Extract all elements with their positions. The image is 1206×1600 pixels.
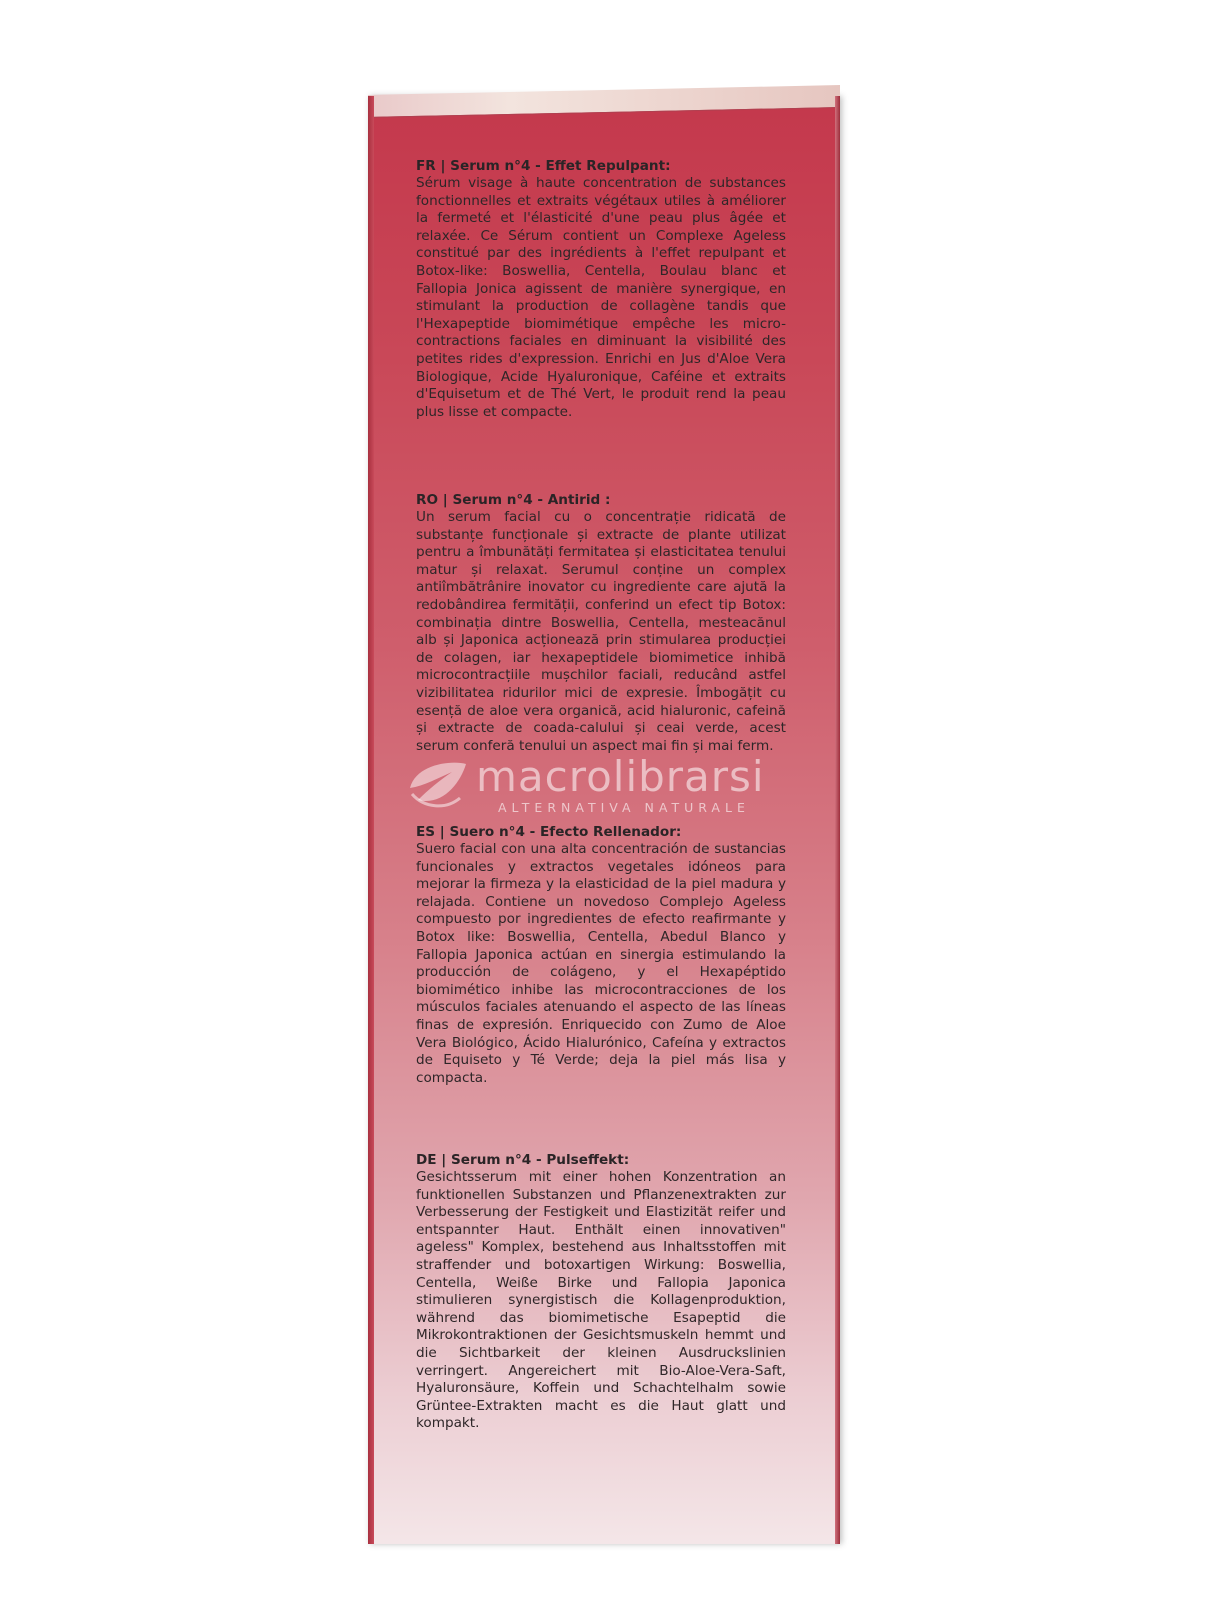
body-fr: Sérum visage à haute concentration de substances fonctionnelles et extraits végétaux utiles à améliorer la fermeté et l'élasticité d'une peau plus âgée et relaxée. Ce Sérum contient un Complexe Ageless constitué par des ingrédients à l'effet repulpant et Botox-like: Boswellia, Centella, Boulau blanc et Fallopia Jonica agissent de manière synergique, en stimulant la production de collagène tandis que l'Hexapeptide biomimétique empêche les micro-contractions faciales en diminuant la visibilité des petites rides d'expression. Enrichi en Jus d'Aloe Vera Biologique, Acide Hyaluronique, Caféine et extraits d'Equisetum et de Thé Vert, le produit rend la peau plus lisse et compacte. bbox=[416, 175, 786, 420]
box-top-flap bbox=[368, 85, 840, 118]
description-es bbox=[416, 824, 786, 1087]
heading-ro: RO | Serum n°4 - Antirid : bbox=[416, 492, 611, 508]
product-box-side bbox=[368, 96, 840, 1544]
watermark-brand: macrolibrarsi bbox=[476, 752, 765, 801]
heading-es: ES | Suero n°4 - Efecto Rellenador: bbox=[416, 824, 682, 840]
heading-fr: FR | Serum n°4 - Effet Repulpant: bbox=[416, 158, 671, 174]
description-fr bbox=[416, 158, 786, 421]
box-left-edge bbox=[368, 96, 374, 1544]
box-right-edge bbox=[835, 96, 840, 1544]
description-de bbox=[416, 1152, 786, 1433]
heading-de: DE | Serum n°4 - Pulseffekt: bbox=[416, 1152, 630, 1168]
body-ro: Un serum facial cu o concentrație ridicată de substanțe funcționale și extracte de plante utilizat pentru a îmbunătăți fermitatea și elasticitatea tenului matur și relaxat. Serumul conține un complex antiîmbătrânire inovator cu ingrediente care ajută la redobândirea fermității, conferind un efect tip Botox: combinația dintre Boswellia, Centella, mesteacănul alb și Japonica acționează prin stimularea producției de colagen, iar hexapeptidele biomimetice inhibă microcontracțiile mușchilor faciali, reducând astfel vizibilitatea ridurilor mici de expresie. Îmbogățit cu esență de aloe vera organică, acid hialuronic, cafeină și extracte de coada-calului și ceai verde, acest serum conferă tenului un aspect mai fin și mai ferm. bbox=[416, 509, 786, 754]
body-de: Gesichtsserum mit einer hohen Konzentration an funktionellen Substanzen und Pflanzenextrakten zur Verbesserung der Festigkeit und Elastizität reifer und entspannter Haut. Enthält einen innovativen" ageless" Komplex, bestehend aus Inhaltsstoffen mit straffender und botoxartigen Wirkung: Boswellia, Centella, Weiße Birke und Fallopia Japonica stimulieren synergistisch die Kollagenproduktion, während das biomimetische Esapeptid die Mikrokontraktionen der Gesichtsmuskeln hemmt und die Sichtbarkeit der kleinen Ausdruckslinien verringert. Angereichert mit Bio-Aloe-Vera-Saft, Hyaluronsäure, Koffein und Schachtelhalm sowie Grüntee-Extrakten macht es die Haut glatt und kompakt. bbox=[416, 1169, 786, 1432]
body-es: Suero facial con una alta concentración de sustancias funcionales y extractos vegetales idóneos para mejorar la firmeza y la elasticidad de la piel madura y relajada. Contiene un novedoso Complejo Ageless compuesto por ingredientes de efecto reafirmante y Botox like: Boswellia, Centella, Abedul Blanco y Fallopia Japonica actúan en sinergia estimulando la producción de colágeno, y el Hexapéptido biomimético inhibe las microcontracciones de los músculos faciales atenuando el aspecto de las líneas finas de expresión. Enriquecido con Zumo de Aloe Vera Biológico, Ácido Hialurónico, Cafeína y extractos de Equiseto y Té Verde; deja la piel más lisa y compacta. bbox=[416, 841, 786, 1086]
watermark-tagline: ALTERNATIVA NATURALE bbox=[498, 800, 750, 815]
description-ro bbox=[416, 492, 786, 755]
